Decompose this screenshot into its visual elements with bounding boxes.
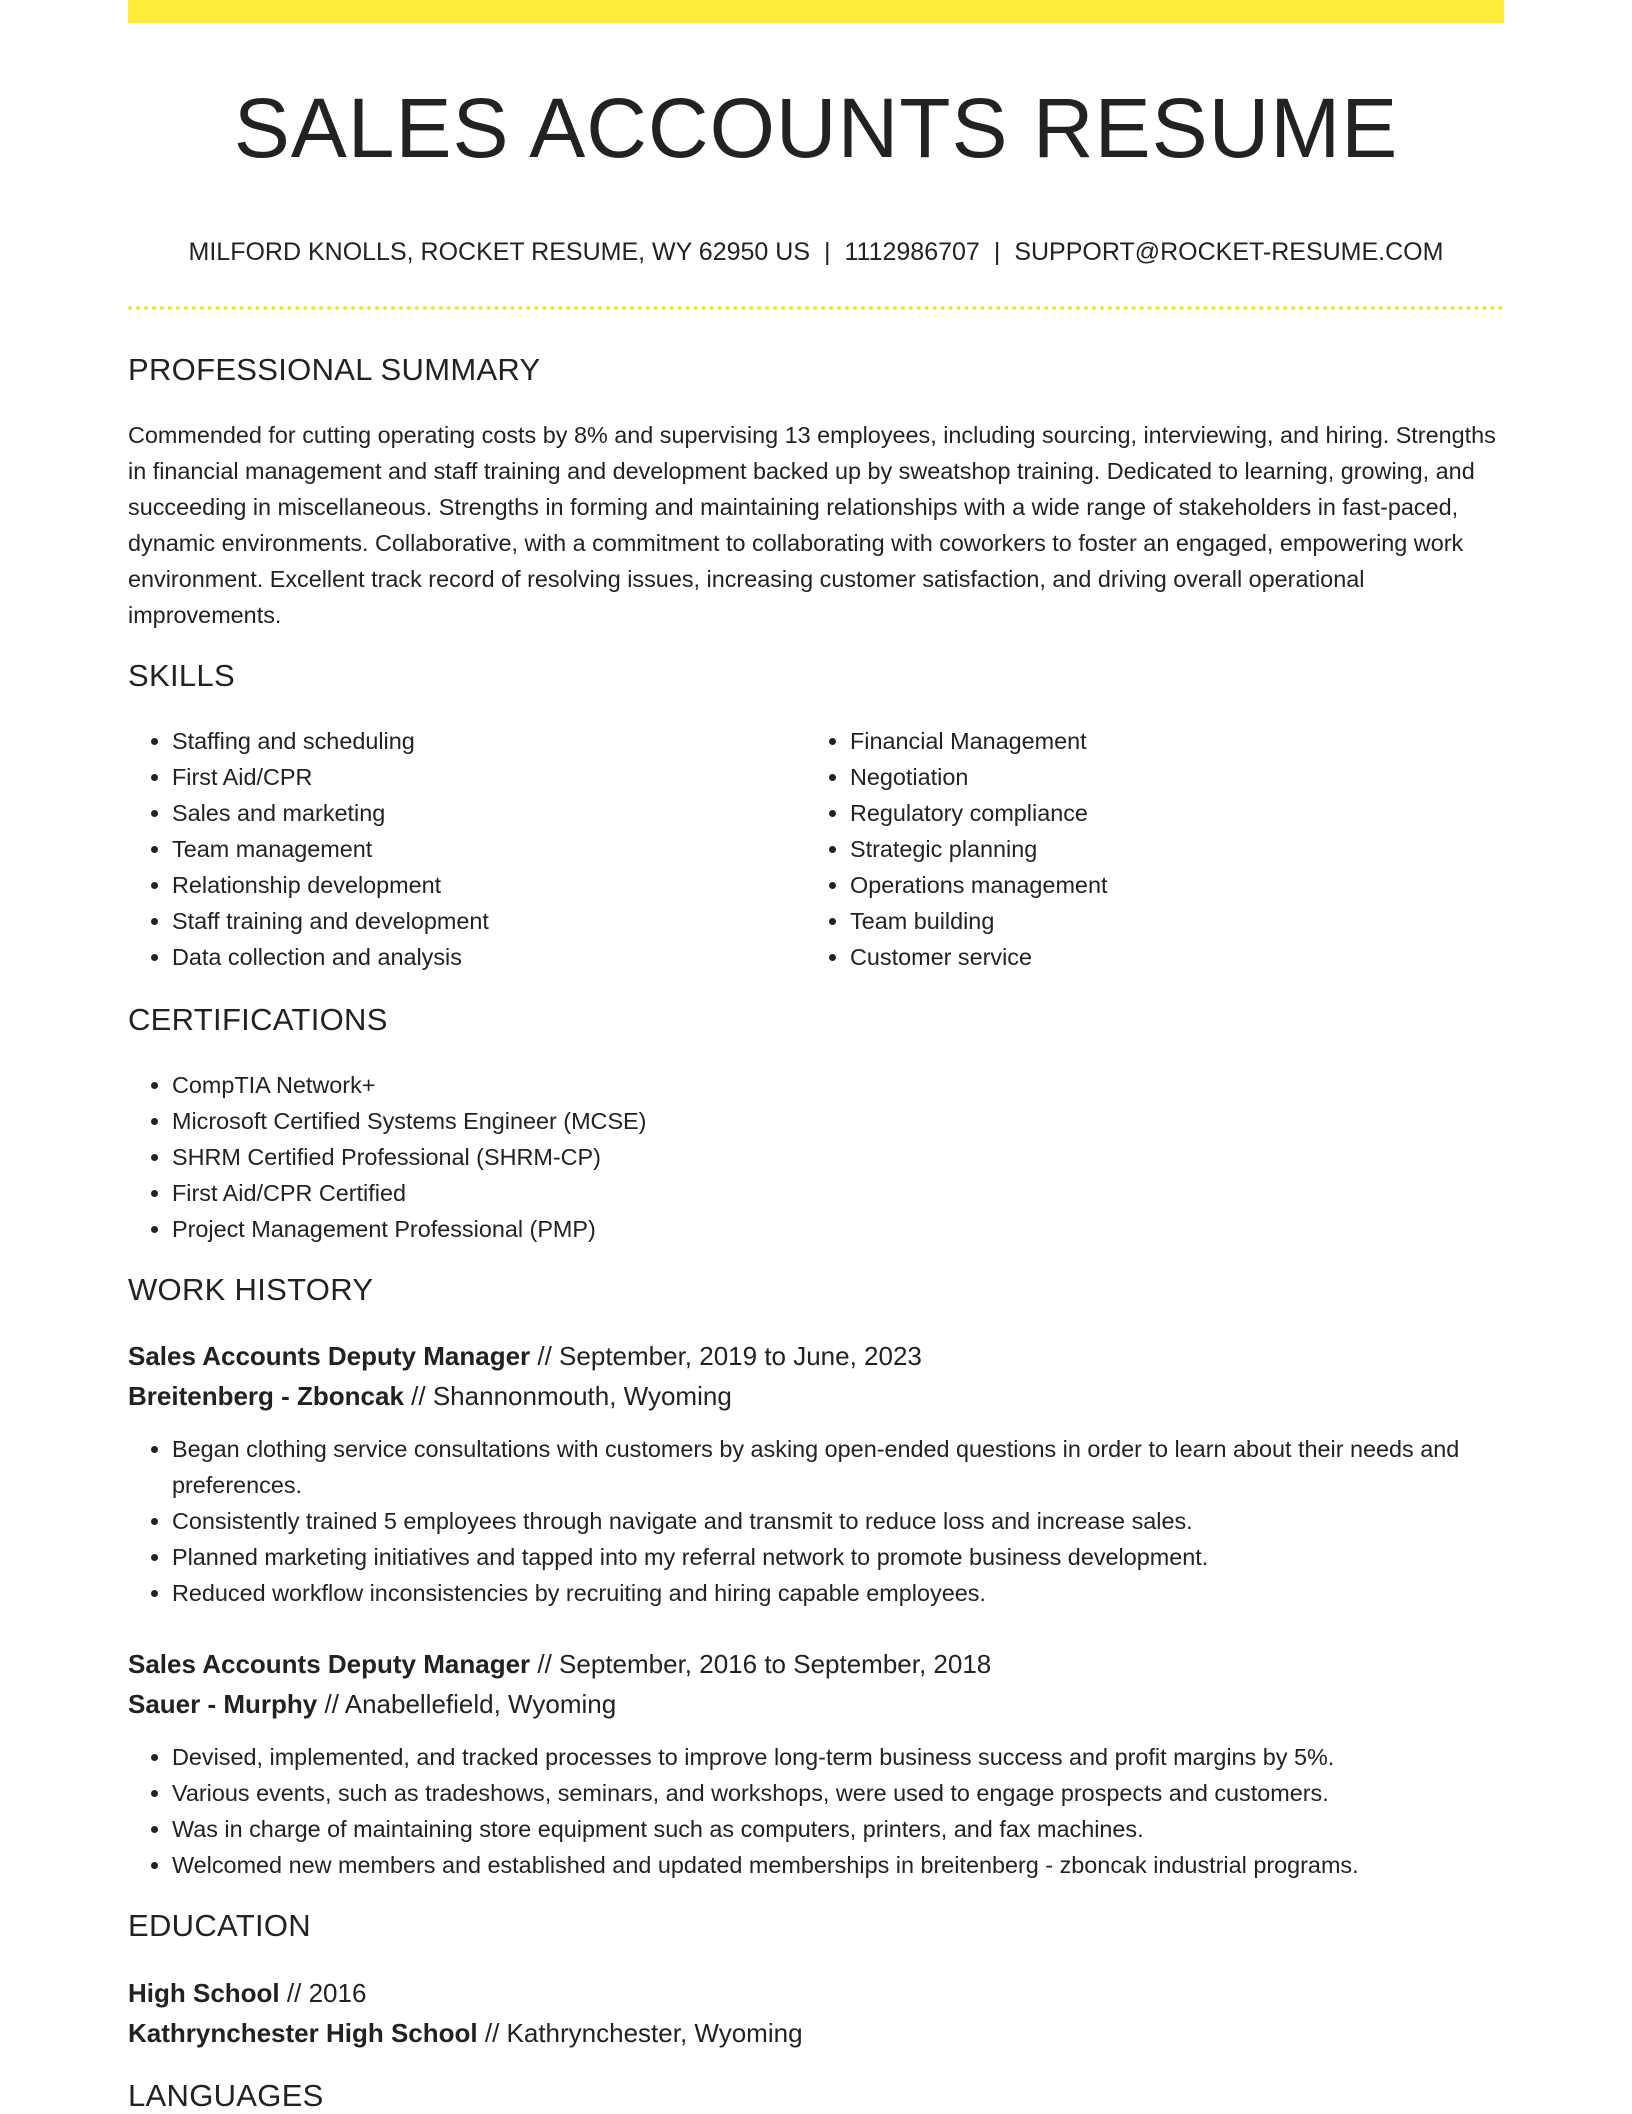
contact-separator: |	[824, 238, 831, 266]
skill-item: • Sales and marketing	[172, 795, 792, 831]
education-school-line	[128, 2013, 803, 2053]
certification-item: • Project Management Professional (PMP)	[172, 1211, 1472, 1247]
job-bullet: • Various events, such as tradeshows, seminars, and workshops, were used to engage prospects and customers.	[172, 1775, 1548, 1811]
job-title-line	[128, 1336, 922, 1376]
certification-item: • First Aid/CPR Certified	[172, 1175, 1472, 1211]
job-location: // Anabellefield, Wyoming	[324, 1689, 617, 1719]
job-title-line	[128, 1644, 991, 1684]
dotted-divider	[128, 306, 1504, 310]
skill-item: • Strategic planning	[850, 831, 1500, 867]
skill-item: • Team building	[850, 903, 1500, 939]
job-role: Sales Accounts Deputy Manager	[128, 1649, 531, 1679]
skill-item: • Financial Management	[850, 723, 1500, 759]
education-year: // 2016	[286, 1978, 367, 2008]
job-bullet: • Was in charge of maintaining store equipment such as computers, printers, and fax machines.	[172, 1811, 1548, 1847]
resume-page	[128, 0, 1504, 2113]
contact-address: MILFORD KNOLLS, ROCKET RESUME, WY 62950 US	[188, 238, 810, 266]
accent-top-bar	[128, 0, 1504, 23]
job-bullet: • Welcomed new members and established and updated memberships in breitenberg - zboncak industrial programs.	[172, 1847, 1548, 1883]
contact-email: SUPPORT@ROCKET-RESUME.COM	[1014, 238, 1444, 266]
job-bullet: • Consistently trained 5 employees through navigate and transmit to reduce loss and increase sales.	[172, 1503, 1504, 1539]
resume-title: SALES ACCOUNTS RESUME	[233, 81, 1399, 175]
skills-list-right	[806, 723, 1500, 975]
contact-phone: 1112986707	[844, 238, 980, 266]
job-bullets	[128, 1739, 1548, 1883]
education-school: Kathrynchester High School	[128, 2018, 478, 2048]
job-company-line	[128, 1684, 616, 1724]
summary-heading: PROFESSIONAL SUMMARY	[128, 352, 541, 387]
certifications-list	[128, 1067, 1472, 1247]
skill-item: • Customer service	[850, 939, 1500, 975]
certification-item: • Microsoft Certified Systems Engineer (MCSE)	[172, 1103, 1472, 1139]
skill-item: • Regulatory compliance	[850, 795, 1500, 831]
job-company: Sauer - Murphy	[128, 1689, 318, 1719]
skill-item: • Operations management	[850, 867, 1500, 903]
summary-text: Commended for cutting operating costs by 8% and supervising 13 employees, including sourcing, interviewing, and hiring. Strengths in financial management and staff training and development backed up by sweatshop training. Dedicated to learning, growing, and succeeding in miscellaneous. Strengths in forming and maintaining relationships with a wide range of stakeholders in fast-paced, dynamic environments. Collaborative, with a commitment to collaborating with coworkers to foster an engaged, empowering work environment. Excellent track record of resolving issues, increasing customer satisfaction, and driving overall operational improvements.	[128, 422, 1496, 628]
languages-heading: LANGUAGES	[128, 2078, 324, 2113]
job-dates: // September, 2019 to June, 2023	[537, 1341, 922, 1371]
job-role: Sales Accounts Deputy Manager	[128, 1341, 531, 1371]
skills-list-left	[128, 723, 792, 975]
certification-item: • SHRM Certified Professional (SHRM-CP)	[172, 1139, 1472, 1175]
skill-item: • First Aid/CPR	[172, 759, 792, 795]
education-degree: High School	[128, 1978, 280, 2008]
job-bullet: • Began clothing service consultations with customers by asking open-ended questions in order to learn about their needs and preferences.	[172, 1431, 1504, 1503]
job-bullet: • Reduced workflow inconsistencies by recruiting and hiring capable employees.	[172, 1575, 1504, 1611]
job-location: // Shannonmouth, Wyoming	[411, 1381, 732, 1411]
skill-item: • Staffing and scheduling	[172, 723, 792, 759]
skills-heading: SKILLS	[128, 658, 235, 693]
skill-item: • Data collection and analysis	[172, 939, 792, 975]
skill-item: • Negotiation	[850, 759, 1500, 795]
skill-item: • Staff training and development	[172, 903, 792, 939]
certifications-heading: CERTIFICATIONS	[128, 1002, 388, 1037]
contact-line	[128, 238, 1504, 267]
job-bullets	[128, 1431, 1504, 1611]
job-bullet: • Devised, implemented, and tracked processes to improve long-term business success and profit margins by 5%.	[172, 1739, 1548, 1775]
education-degree-line	[128, 1973, 366, 2013]
contact-separator: |	[993, 238, 1001, 266]
job-bullet: • Planned marketing initiatives and tapped into my referral network to promote business development.	[172, 1539, 1504, 1575]
job-dates: // September, 2016 to September, 2018	[537, 1649, 992, 1679]
skill-item: • Relationship development	[172, 867, 792, 903]
job-company-line	[128, 1376, 732, 1416]
skill-item: • Team management	[172, 831, 792, 867]
education-location: // Kathrynchester, Wyoming	[484, 2018, 803, 2048]
certification-item: • CompTIA Network+	[172, 1067, 1472, 1103]
job-company: Breitenberg - Zboncak	[128, 1381, 404, 1411]
education-heading: EDUCATION	[128, 1908, 311, 1943]
work-history-heading: WORK HISTORY	[128, 1272, 374, 1307]
